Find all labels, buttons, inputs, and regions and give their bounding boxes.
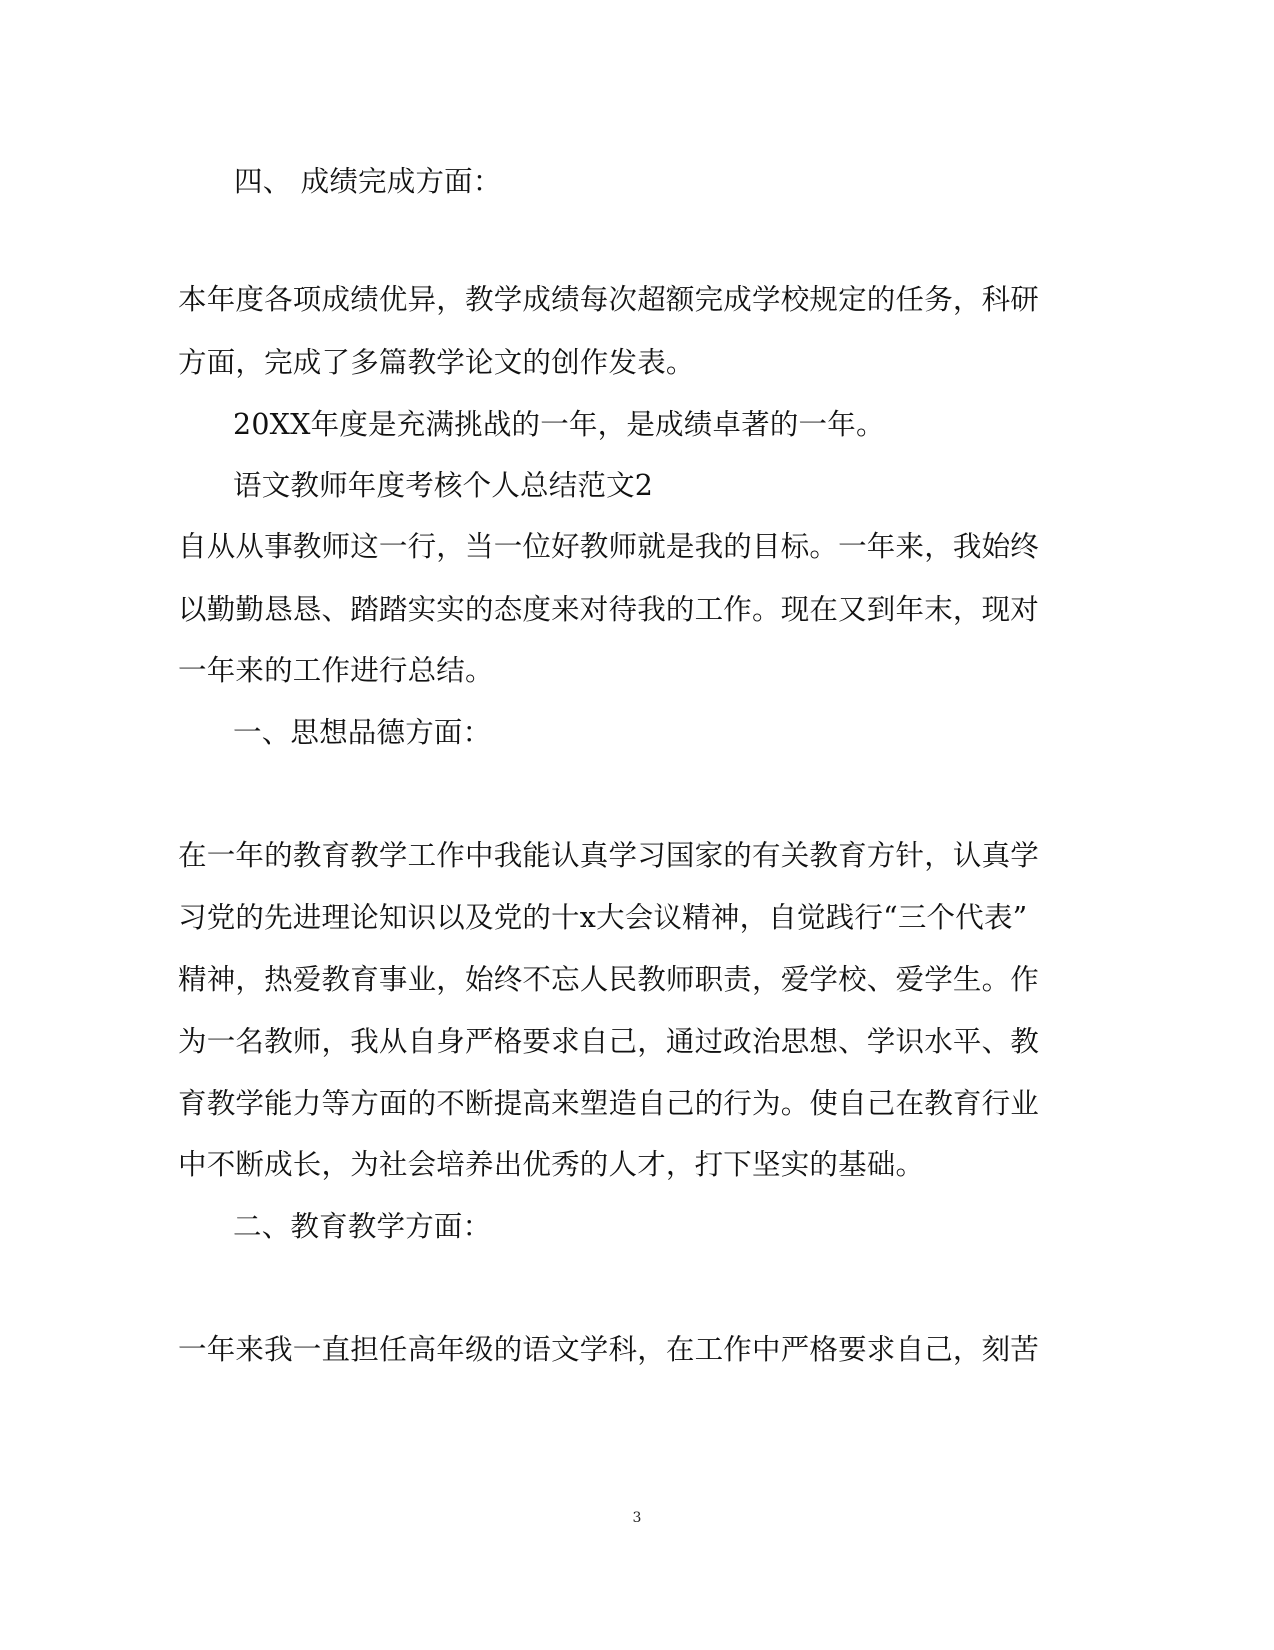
paragraph-line: 为一名教师，我从自身严格要求自己，通过政治思想、学识水平、教 [178, 1025, 1040, 1058]
paragraph-line: 精神，热爱教育事业，始终不忘人民教师职责，爱学校、爱学生。作 [178, 963, 1040, 996]
paragraph-line: 自从从事教师这一行，当一位好教师就是我的目标。一年来，我始终 [178, 530, 1040, 563]
paragraph-line: 一年来的工作进行总结。 [178, 654, 494, 687]
section-heading-achievements: 四、 成绩完成方面： [234, 165, 502, 198]
paragraph-line: 习党的先进理论知识以及党的十x大会议精神，自觉践行“三个代表” [178, 901, 1028, 934]
paragraph-line: 在一年的教育教学工作中我能认真学习国家的有关教育方针，认真学 [178, 839, 1040, 872]
section-heading-morality: 一、思想品德方面： [233, 716, 492, 749]
page-number: 3 [632, 1510, 642, 1526]
paragraph-line: 本年度各项成绩优异，教学成绩每次超额完成学校规定的任务，科研 [178, 283, 1040, 316]
article-title: 语文教师年度考核个人总结范文2 [233, 469, 654, 502]
section-heading-teaching: 二、教育教学方面： [233, 1210, 492, 1243]
paragraph-line: 中不断成长，为社会培养出优秀的人才，打下坚实的基础。 [178, 1148, 925, 1181]
paragraph-line: 一年来我一直担任高年级的语文学科，在工作中严格要求自己，刻苦 [178, 1333, 1040, 1366]
paragraph-line: 20XX年度是充满挑战的一年，是成绩卓著的一年。 [233, 408, 885, 441]
paragraph-line: 以勤勤恳恳、踏踏实实的态度来对待我的工作。现在又到年末，现对 [178, 593, 1040, 626]
paragraph-line: 育教学能力等方面的不断提高来塑造自己的行为。使自己在教育行业 [178, 1087, 1040, 1120]
paragraph-line: 方面，完成了多篇教学论文的创作发表。 [178, 346, 695, 379]
